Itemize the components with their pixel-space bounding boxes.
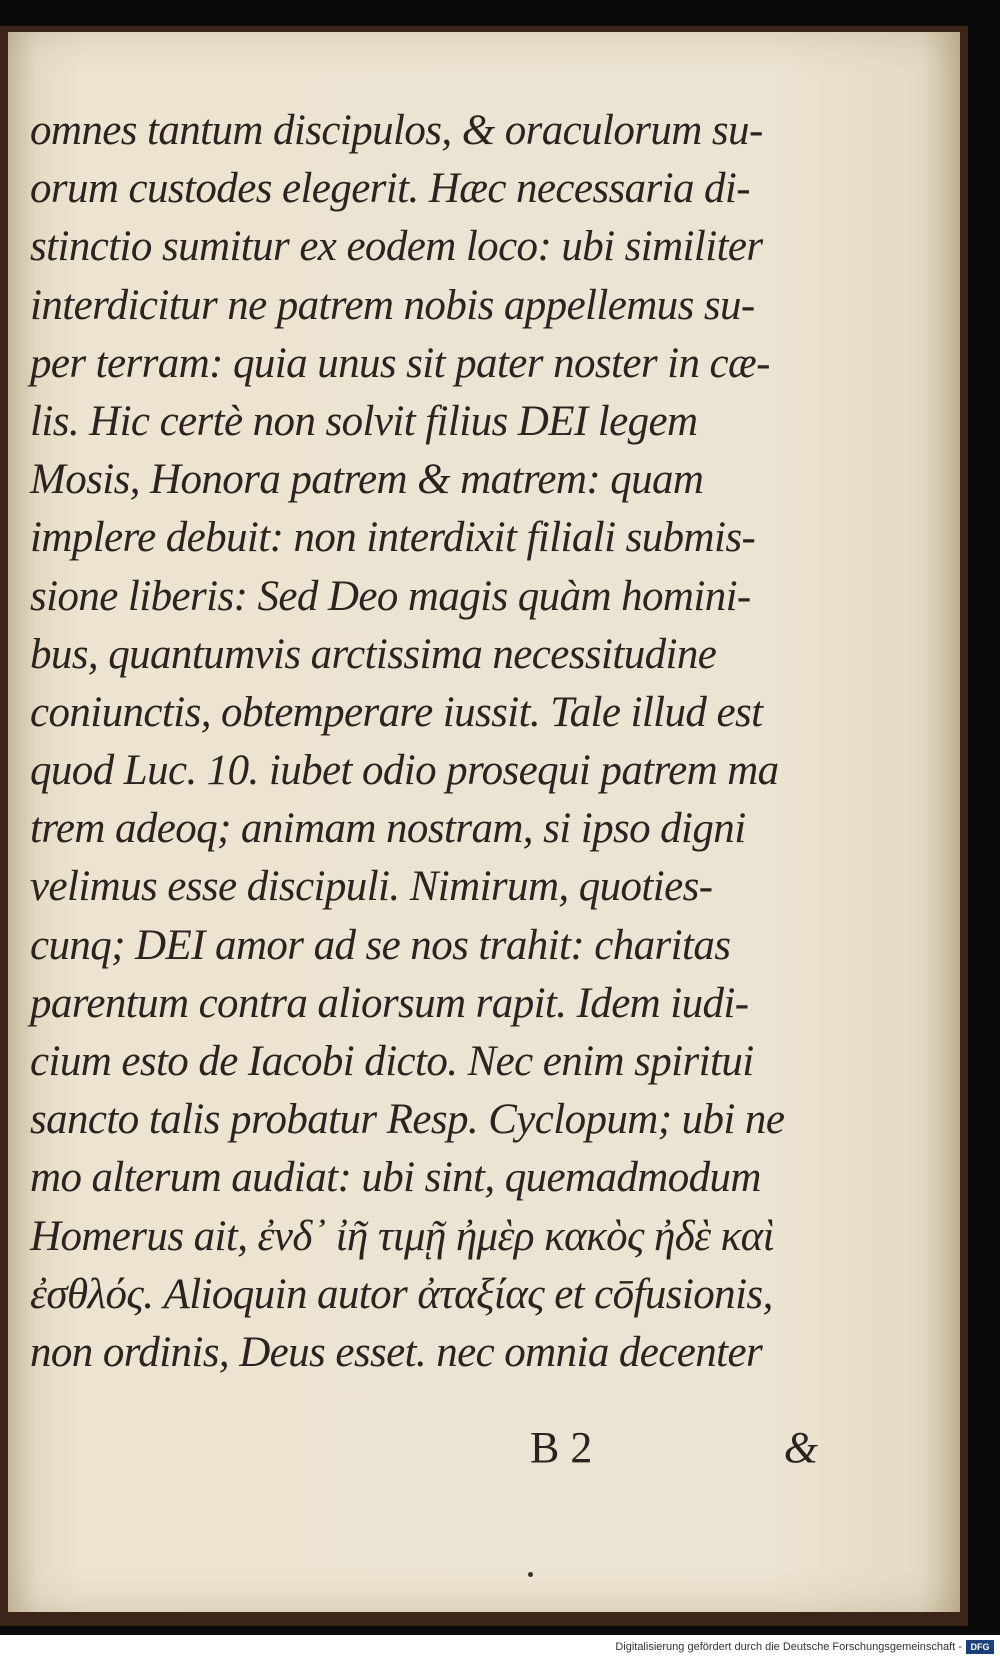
signature-mark: B 2 xyxy=(530,1423,593,1472)
text-line: cium esto de Iacobi dicto. Nec enim spiritui xyxy=(30,1038,754,1085)
ink-speck xyxy=(528,1572,533,1577)
text-line: sancto talis probatur Resp. Cyclopum; ubi ne xyxy=(30,1096,785,1144)
page-text-block xyxy=(30,102,820,1382)
dfg-logo: DFG xyxy=(966,1640,994,1654)
text-line: Mosis, Honora patrem & matrem: quam xyxy=(30,456,704,504)
book-page xyxy=(8,32,960,1612)
text-line: coniunctis, obtemperare iussit. Tale illud est xyxy=(30,688,763,736)
text-line: interdicitur ne patrem nobis appellemus su- xyxy=(30,281,755,329)
book-page-edge xyxy=(0,26,968,1626)
text-line: velimus esse discipuli. Nimirum, quoties- xyxy=(30,863,713,911)
text-line: ἐσθλός. Alioquin autor ἀταξίας et cōfusionis, xyxy=(30,1270,773,1318)
text-line: stinctio sumitur ex eodem loco: ubi similiter xyxy=(30,223,763,271)
text-line: implere debuit: non interdixit filiali submis- xyxy=(30,514,756,562)
text-line: parentum contra aliorsum rapit. Idem iudi- xyxy=(30,979,749,1027)
text-line: trem adeoq; animam nostram, si ipso digni xyxy=(30,805,746,853)
text-line: bus, quantumvis arctissima necessitudine xyxy=(30,630,717,678)
text-line: omnes tantum discipulos, & oraculorum su- xyxy=(30,107,763,154)
text-line: orum custodes elegerit. Hæc necessaria di- xyxy=(30,165,750,213)
page-footer xyxy=(508,1422,818,1482)
credit-bar xyxy=(0,1635,1000,1663)
text-line: sione liberis: Sed Deo magis quàm homini- xyxy=(30,572,751,620)
text-line: mo alterum audiat: ubi sint, quemadmodum xyxy=(30,1154,761,1202)
text-line: quod Luc. 10. iubet odio prosequi patrem ma xyxy=(30,747,779,795)
catchword: & xyxy=(783,1423,818,1472)
text-line: non ordinis, Deus esset. nec omnia decenter xyxy=(30,1328,763,1376)
funding-credit: Digitalisierung gefördert durch die Deutsche Forschungsgemeinschaft - xyxy=(615,1641,962,1653)
text-line: Homerus ait, ἐνδ᾽ ἰῆ τιμῇ ἠμὲρ κακὸς ἠδὲ καὶ xyxy=(30,1212,774,1260)
text-line: cunq; DEI amor ad se nos trahit: charitas xyxy=(30,921,731,969)
text-line: lis. Hic certè non solvit filius DEI legem xyxy=(30,397,698,445)
text-line: per terram: quia unus sit pater noster in cæ- xyxy=(30,339,770,387)
